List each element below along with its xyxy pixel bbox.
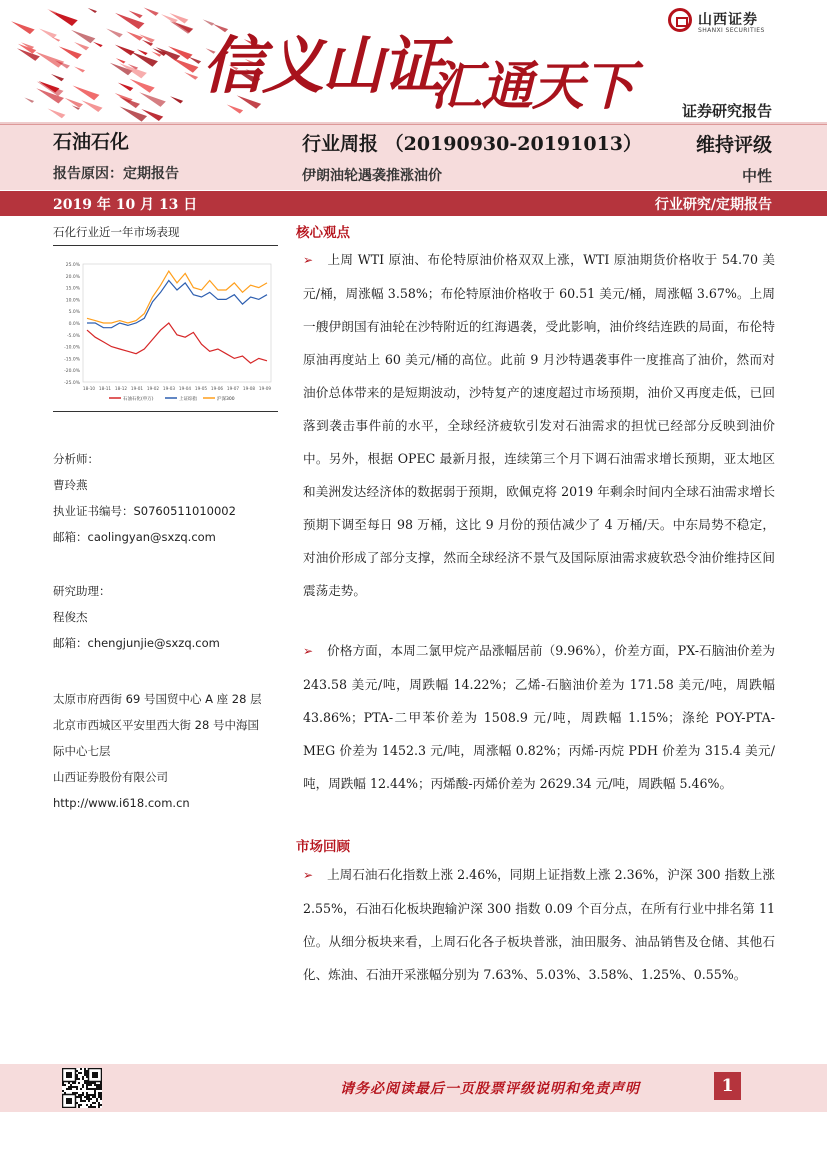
qr-module <box>62 1090 64 1092</box>
qr-module <box>88 1094 90 1096</box>
ribbon-shard <box>74 42 89 50</box>
qr-module <box>80 1100 82 1102</box>
company-name: 山西证券股份有限公司 <box>53 770 168 784</box>
qr-module <box>94 1092 96 1094</box>
qr-module <box>90 1088 92 1090</box>
slogan-main: 信义山证 <box>202 29 443 102</box>
qr-module <box>82 1084 84 1086</box>
y-tick-label: 15.0% <box>65 286 80 292</box>
qr-module <box>84 1068 86 1070</box>
qr-module <box>90 1098 92 1100</box>
qr-module <box>80 1096 82 1098</box>
qr-module <box>98 1088 100 1090</box>
qr-module <box>84 1096 86 1098</box>
qr-module <box>92 1102 94 1104</box>
qr-module <box>96 1098 98 1100</box>
footer <box>0 1064 827 1112</box>
core-paragraph-1-text: 上周 WTI 原油、布伦特原油价格双双上涨，WTI 原油期货价格收于 54.70 美元/桶，周涨幅 3.58%；布伦特原油价格收于 60.51 美元/桶，周涨幅 3.67%。上周一艘伊朗国有油轮在沙特附近的红海遇袭，受此影响，油价终结连跌的局面，布伦特原油再度站上 60 美元/桶的高位。此前 9 月沙特遇袭事件一度推高了油价，然而对油价总体带来的是短期波动，沙特复产的速度超过市场预期，油价又再度走低，已回落到袭击事件前的水平，全球经济疲软引发对石油需求的担忧已经部分反映到油价中。另外，根据 OPEC 最新月报，连续第三个月下调石油需求增长预期，亚太地区和美洲发达经济体的数据弱于预期，欧佩克将 2019 年剩余时间内全球石油需求增长预期下调至每日 98 万桶，这比 9 月份的预估减少了 4 万桶/天。中东局势不稳定，对油价形成了部分支撑，然而全球经济不景气及国际原油需求疲软恐令油价维持区间震荡走势。 <box>303 252 775 598</box>
qr-finder-core <box>66 1072 72 1078</box>
qr-module <box>92 1094 94 1096</box>
slogan-sub: 汇通天下 <box>430 56 635 117</box>
qr-module <box>100 1084 102 1086</box>
qr-module <box>86 1098 88 1100</box>
industry-name: 石油石化 <box>53 131 130 153</box>
series-line-1 <box>87 281 267 328</box>
qr-module <box>76 1102 78 1104</box>
qr-module <box>100 1098 102 1100</box>
qr-module <box>78 1082 80 1084</box>
qr-module <box>100 1082 102 1084</box>
qr-code-icon[interactable] <box>62 1068 102 1108</box>
license-number: 执业证书编号：S0760511010002 <box>53 504 236 518</box>
qr-module <box>76 1078 78 1080</box>
qr-module <box>86 1104 88 1106</box>
x-tick-label: 18-10 <box>82 386 96 391</box>
ribbon-shard <box>51 74 64 81</box>
qr-module <box>76 1076 78 1078</box>
qr-module <box>82 1086 84 1088</box>
qr-module <box>78 1072 80 1074</box>
logo-text-en: SHANXI SECURITIES <box>698 27 765 34</box>
qr-module <box>74 1082 76 1084</box>
qr-module <box>74 1092 76 1094</box>
qr-module <box>82 1100 84 1102</box>
ribbon-shard <box>88 8 97 13</box>
y-tick-label: 10.0% <box>65 298 80 304</box>
qr-module <box>98 1106 100 1108</box>
qr-module <box>94 1082 96 1084</box>
qr-module <box>78 1094 80 1096</box>
qr-module <box>86 1072 88 1074</box>
report-type: 证券研究报告 <box>681 102 772 120</box>
series-line-0 <box>87 323 267 363</box>
x-tick-label: 18-12 <box>114 386 128 391</box>
qr-module <box>90 1082 92 1084</box>
qr-module <box>78 1096 80 1098</box>
market-review-title: 市场回顾 <box>296 839 350 855</box>
qr-module <box>84 1074 86 1076</box>
qr-module <box>86 1092 88 1094</box>
ribbon-shard <box>24 98 34 103</box>
qr-module <box>98 1102 100 1104</box>
x-tick-label: 19-07 <box>226 386 240 391</box>
logo-icon <box>668 8 692 32</box>
chart-title: 石化行业近一年市场表现 <box>53 224 278 246</box>
qr-module <box>82 1092 84 1094</box>
qr-module <box>100 1096 102 1098</box>
qr-module <box>90 1104 92 1106</box>
ribbon-shard <box>93 42 103 47</box>
company-logo <box>668 8 778 38</box>
ribbon-shard <box>139 92 166 107</box>
qr-module <box>92 1082 94 1084</box>
ribbon-shard <box>126 31 143 40</box>
date-bar <box>0 191 827 216</box>
qr-module <box>86 1088 88 1090</box>
rating-value: 中性 <box>741 167 772 185</box>
y-tick-label: -5.0% <box>66 333 80 339</box>
qr-module <box>72 1086 74 1088</box>
ribbon-shard <box>141 109 163 121</box>
qr-module <box>64 1084 66 1086</box>
legend-label: 上证综指 <box>179 397 197 402</box>
qr-module <box>96 1100 98 1102</box>
info-band <box>0 124 827 190</box>
qr-module <box>94 1088 96 1090</box>
ribbon-shard <box>71 30 95 43</box>
x-tick-label: 19-08 <box>242 386 256 391</box>
qr-module <box>90 1106 92 1108</box>
x-tick-label: 19-09 <box>258 386 272 391</box>
qr-module <box>76 1096 78 1098</box>
qr-module <box>96 1088 98 1090</box>
ribbon-shard <box>137 49 148 55</box>
ribbon-shard <box>48 108 66 118</box>
ribbon-shard <box>81 100 102 112</box>
ribbon-shard <box>59 46 82 59</box>
qr-finder-core <box>66 1098 72 1104</box>
logo-text: 山西证券 <box>698 12 758 28</box>
report-reason: 报告原因：定期报告 <box>53 166 179 182</box>
qr-module <box>78 1078 80 1080</box>
address-beijing-cont: 际中心七层 <box>53 744 111 758</box>
y-tick-label: -20.0% <box>64 369 80 375</box>
qr-module <box>98 1092 100 1094</box>
assistant-block <box>53 578 283 656</box>
qr-module <box>72 1092 74 1094</box>
qr-module <box>76 1074 78 1076</box>
page-number: 1 <box>714 1072 741 1100</box>
qr-module <box>88 1096 90 1098</box>
qr-module <box>88 1100 90 1102</box>
x-tick-label: 19-01 <box>130 386 144 391</box>
qr-module <box>94 1106 96 1108</box>
ribbon-shard <box>120 107 147 122</box>
qr-module <box>100 1104 102 1106</box>
qr-module <box>80 1094 82 1096</box>
ribbon-shard <box>184 72 198 80</box>
ribbon-shard <box>144 8 159 16</box>
qr-module <box>78 1104 80 1106</box>
qr-module <box>84 1082 86 1084</box>
qr-module <box>76 1088 78 1090</box>
qr-module <box>86 1084 88 1086</box>
core-paragraph-2-text: 价格方面，本周二氯甲烷产品涨幅居前（9.96%），价差方面，PX-石脑油价差为 243.58 美元/吨，周跌幅 14.22%；乙烯-石脑油价差为 171.58 美元/吨，周跌幅 43.86%；PTA-二甲苯价差为 1508.9 元/吨，周跌幅 1.15%；涤纶 POY-PTA-MEG 价差为 1452.3 元/吨，周涨幅 0.82%；丙烯-丙烷 PDH 价差为 315.4 美元/吨，周跌幅 12.44%；丙烯酸-丙烯价差为 2629.34 元/吨，周跌幅 5.46%。 <box>303 643 775 791</box>
report-headline: 伊朗油轮遇袭推涨油价 <box>302 168 442 184</box>
qr-module <box>100 1094 102 1096</box>
qr-module <box>80 1072 82 1074</box>
legend-label: 石油石化(申万) <box>123 397 154 402</box>
qr-module <box>76 1086 78 1088</box>
y-tick-label: 25.0% <box>65 263 80 268</box>
qr-module <box>80 1098 82 1100</box>
qr-module <box>90 1094 92 1096</box>
ribbon-shard <box>39 29 57 39</box>
market-paragraph-text: 上周石油石化指数上涨 2.46%，同期上证指数上涨 2.36%，沪深 300 指数上涨 2.55%，石油石化板块跑输沪深 300 指数 0.09 个百分点，在所有行业中排名第 11 位。从细分板块来看，上周石化各子板块普涨，油田服务、油品销售及仓储、其他石化、炼油、石油开采涨幅分别为 7.63%、5.03%、3.58%、1.25%、0.55%。 <box>303 867 775 982</box>
qr-module <box>94 1090 96 1092</box>
qr-module <box>76 1092 78 1094</box>
qr-module <box>78 1106 80 1108</box>
qr-module <box>72 1082 74 1084</box>
rating-label: 维持评级 <box>695 134 772 156</box>
x-tick-label: 18-11 <box>98 386 112 391</box>
analyst-name: 曹玲燕 <box>53 478 88 492</box>
qr-module <box>88 1088 90 1090</box>
qr-module <box>68 1088 70 1090</box>
qr-module <box>70 1088 72 1090</box>
qr-module <box>96 1086 98 1088</box>
qr-module <box>92 1088 94 1090</box>
qr-module <box>94 1102 96 1104</box>
qr-module <box>84 1070 86 1072</box>
qr-module <box>68 1082 70 1084</box>
ribbon-shard <box>115 45 135 56</box>
ribbon-shard <box>35 52 64 68</box>
x-tick-label: 19-06 <box>210 386 224 391</box>
market-performance-chart <box>53 250 278 410</box>
contact-block <box>53 686 283 816</box>
qr-module <box>88 1106 90 1108</box>
core-paragraph-2 <box>303 634 775 800</box>
ribbon-shard <box>116 58 126 63</box>
address-taiyuan: 太原市府西街 69 号国贸中心 A 座 28 层 <box>53 692 262 706</box>
core-view-title: 核心观点 <box>296 225 350 241</box>
ribbon-shard <box>129 79 154 93</box>
bullet-arrow-icon: ➢ <box>303 868 314 882</box>
ribbon-shard <box>11 21 35 34</box>
legend-label: 沪深300 <box>217 397 235 402</box>
qr-module <box>70 1086 72 1088</box>
assistant-email[interactable]: 邮箱：chengjunjie@sxzq.com <box>53 636 220 650</box>
divider <box>53 411 278 412</box>
qr-module <box>84 1080 86 1082</box>
qr-module <box>94 1096 96 1098</box>
y-tick-label: 20.0% <box>65 274 80 280</box>
qr-module <box>80 1068 82 1070</box>
qr-module <box>68 1086 70 1088</box>
qr-module <box>88 1098 90 1100</box>
x-tick-label: 19-03 <box>162 386 176 391</box>
qr-module <box>86 1086 88 1088</box>
series-line-2 <box>87 271 267 323</box>
assistant-label: 研究助理： <box>53 584 111 598</box>
report-date: 2019 年 10 月 13 日 <box>53 197 198 213</box>
qr-module <box>92 1096 94 1098</box>
ribbon-shard <box>129 10 143 18</box>
qr-module <box>66 1088 68 1090</box>
ribbon-shard <box>118 83 133 91</box>
chart-canvas <box>53 250 278 410</box>
qr-module <box>86 1080 88 1082</box>
qr-module <box>80 1104 82 1106</box>
market-paragraph <box>303 858 775 991</box>
analyst-block <box>53 446 283 550</box>
qr-module <box>94 1094 96 1096</box>
qr-module <box>88 1082 90 1084</box>
ribbon-shard <box>106 28 123 37</box>
bullet-arrow-icon: ➢ <box>303 253 314 267</box>
qr-module <box>92 1106 94 1108</box>
qr-module <box>100 1088 102 1090</box>
qr-module <box>82 1076 84 1078</box>
assistant-name: 程俊杰 <box>53 610 88 624</box>
qr-module <box>96 1084 98 1086</box>
qr-module <box>86 1070 88 1072</box>
y-tick-label: -25.0% <box>64 381 80 386</box>
qr-module <box>84 1100 86 1102</box>
qr-module <box>88 1084 90 1086</box>
y-tick-label: 0.0% <box>68 322 80 327</box>
qr-module <box>76 1070 78 1072</box>
qr-module <box>98 1096 100 1098</box>
report-title: 行业周报 （20190930-20191013） <box>302 133 643 155</box>
ribbon-shard <box>188 57 201 64</box>
qr-module <box>74 1086 76 1088</box>
address-beijing: 北京市西城区平安里西大街 28 号中海国 <box>53 718 259 732</box>
qr-module <box>70 1084 72 1086</box>
x-tick-label: 19-05 <box>194 386 208 391</box>
qr-module <box>98 1104 100 1106</box>
ribbon-shard <box>73 85 100 100</box>
qr-module <box>62 1084 64 1086</box>
qr-module <box>86 1076 88 1078</box>
website-link[interactable]: http://www.i618.com.cn <box>53 796 190 810</box>
disclaimer: 请务必阅读最后一页股票评级说明和免责声明 <box>340 1081 640 1097</box>
qr-module <box>100 1086 102 1088</box>
qr-module <box>64 1092 66 1094</box>
qr-module <box>62 1082 64 1084</box>
header-banner <box>0 0 827 124</box>
analyst-email[interactable]: 邮箱：caolingyan@sxzq.com <box>53 530 216 544</box>
qr-module <box>82 1094 84 1096</box>
qr-module <box>100 1092 102 1094</box>
ribbon-shard <box>52 37 61 42</box>
bullet-arrow-icon: ➢ <box>303 644 314 658</box>
qr-module <box>84 1072 86 1074</box>
report-category: 行业研究/定期报告 <box>654 197 772 213</box>
ribbon-shard <box>170 96 183 103</box>
y-tick-label: 5.0% <box>68 310 80 316</box>
ribbon-shard <box>47 9 57 14</box>
y-tick-label: -10.0% <box>64 345 80 351</box>
qr-finder-core <box>92 1072 98 1078</box>
qr-module <box>82 1078 84 1080</box>
qr-module <box>86 1096 88 1098</box>
core-paragraph-1 <box>303 243 775 607</box>
qr-module <box>98 1086 100 1088</box>
x-tick-label: 19-04 <box>178 386 192 391</box>
qr-module <box>98 1084 100 1086</box>
qr-module <box>86 1082 88 1084</box>
ribbon-shard <box>227 105 243 114</box>
y-tick-label: -15.0% <box>64 357 80 363</box>
qr-module <box>90 1084 92 1086</box>
x-tick-label: 19-02 <box>146 386 160 391</box>
qr-module <box>94 1084 96 1086</box>
qr-module <box>80 1088 82 1090</box>
qr-module <box>98 1094 100 1096</box>
analyst-label: 分析师： <box>53 452 99 466</box>
qr-module <box>86 1074 88 1076</box>
ribbon-shard <box>74 66 85 72</box>
qr-module <box>86 1094 88 1096</box>
